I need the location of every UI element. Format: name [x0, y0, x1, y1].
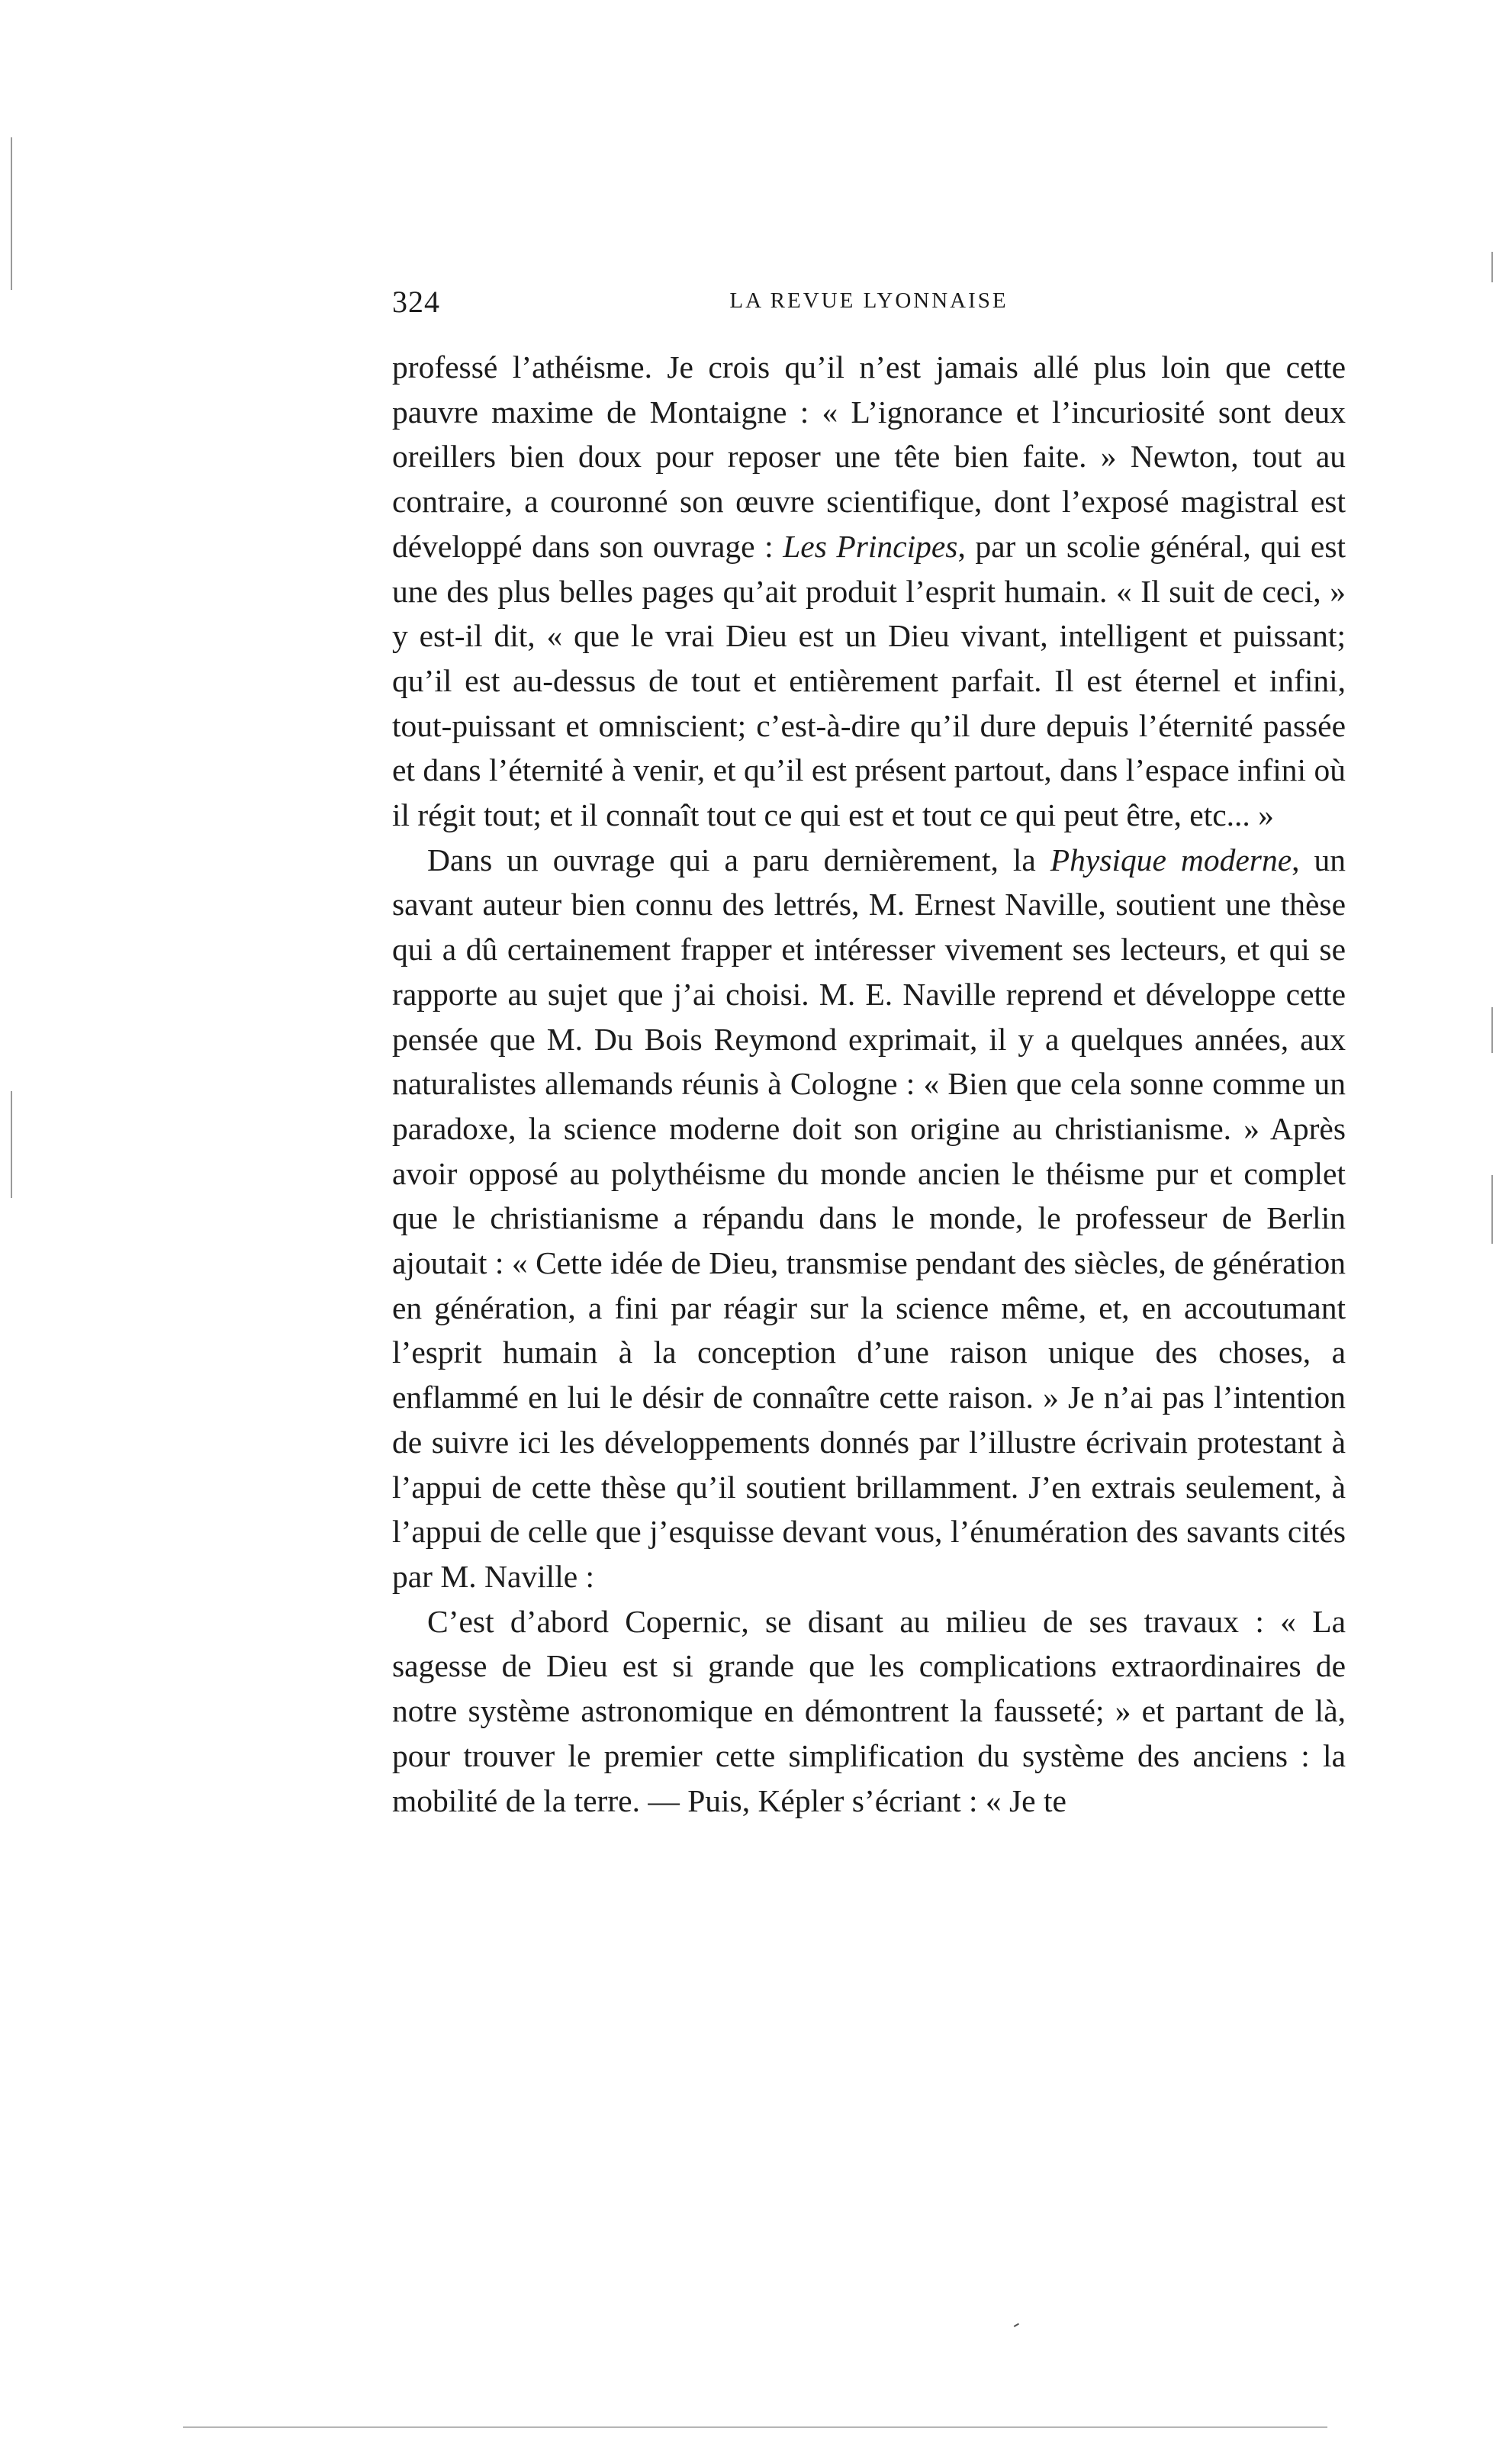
stray-pen-mark: -: [1006, 2311, 1025, 2336]
paragraph-text: C’est d’abord Copernic, se disant au milieu de ses travaux : « La sagesse de Dieu est si grande que les complications extraordinaires de notre système astronomique en démontrent la fausseté; » et partant de là, pour trouver le premier cette simplification du système des anciens : la mobilité de la terre. — Puis, Képler s’écriant : « Je te: [392, 1603, 1346, 1818]
bottom-scan-rule: [183, 2426, 1327, 2428]
page-number: 324: [392, 285, 440, 319]
body-text: [392, 345, 1346, 1823]
italic-title-text: Physique moderne: [1050, 842, 1292, 877]
page-header: [392, 284, 1346, 330]
paragraph-text: Dans un ouvrage qui a paru dernièrement, la: [427, 842, 1050, 877]
italic-title-text: Les Principes: [783, 528, 958, 564]
right-margin-scan-line: [1491, 1007, 1493, 1053]
left-margin-scan-line: [11, 1091, 12, 1198]
paragraph-text: , par un scolie général, qui est une des plus belles pages qu’ait produit l’esprit humain. « Il suit de ceci, » y est-il dit, « que le vrai Dieu est un Dieu vivant, intelligent et puissant; qu’il est au-dessus de tout et entièrement parfait. Il est éternel et infini, tout-puissant et omniscient; c’est-à-dire qu’il dure depuis l’éternité passée et dans l’éternité à venir, et qu’il est présent partout, dans l’espace infini où il régit tout; et il connaît tout ce qui est et tout ce qui peut être, etc... »: [392, 528, 1346, 833]
left-margin-scan-line: [11, 137, 12, 290]
paragraph: [392, 1599, 1346, 1824]
right-margin-scan-line: [1491, 252, 1493, 282]
right-margin-scan-line: [1491, 1175, 1493, 1244]
running-title: LA REVUE LYONNAISE: [729, 288, 1009, 313]
paragraph-text: , un savant auteur bien connu des lettrés, M. Ernest Naville, soutient une thèse qui a dû certainement frapper et intéresser vivement ses lecteurs, et qui se rapporte au sujet que j’ai choisi. M. E. Naville reprend et développe cette pensée que M. Du Bois Reymond exprimait, il y a quelques années, aux naturalistes allemands réunis à Cologne : « Bien que cela sonne comme un paradoxe, la science moderne doit son origine au christianisme. » Après avoir opposé au polythéisme du monde ancien le théisme pur et complet que le christianisme a répandu dans le monde, le professeur de Berlin ajoutait : « Cette idée de Dieu, transmise pendant des siècles, de génération en génération, a fini par réagir sur la science même, et, en accoutumant l’esprit humain à la conception d’une raison unique des choses, a enflammé en lui le désir de connaître cette raison. » Je n’ai pas l’intention de suivre ici les développements donnés par l’illustre écrivain protestant à l’appui de cette thèse qu’il soutient brillamment. J’en extrais seulement, à l’appui de celle que j’esquisse devant vous, l’énumération des savants cités par M. Naville :: [392, 842, 1346, 1594]
paragraph: [392, 838, 1346, 1599]
paragraph: [392, 345, 1346, 838]
paragraph-text: professé l’athéisme. Je crois qu’il n’est jamais allé plus loin que cette pauvre maxime de Montaigne : « L’ignorance et l’incuriosité sont deux oreillers bien doux pour reposer une tête bien faite. » Newton, tout au contraire, a couronné son œuvre scientifique, dont l’exposé magistral est développé dans son ouvrage :: [392, 349, 1346, 564]
